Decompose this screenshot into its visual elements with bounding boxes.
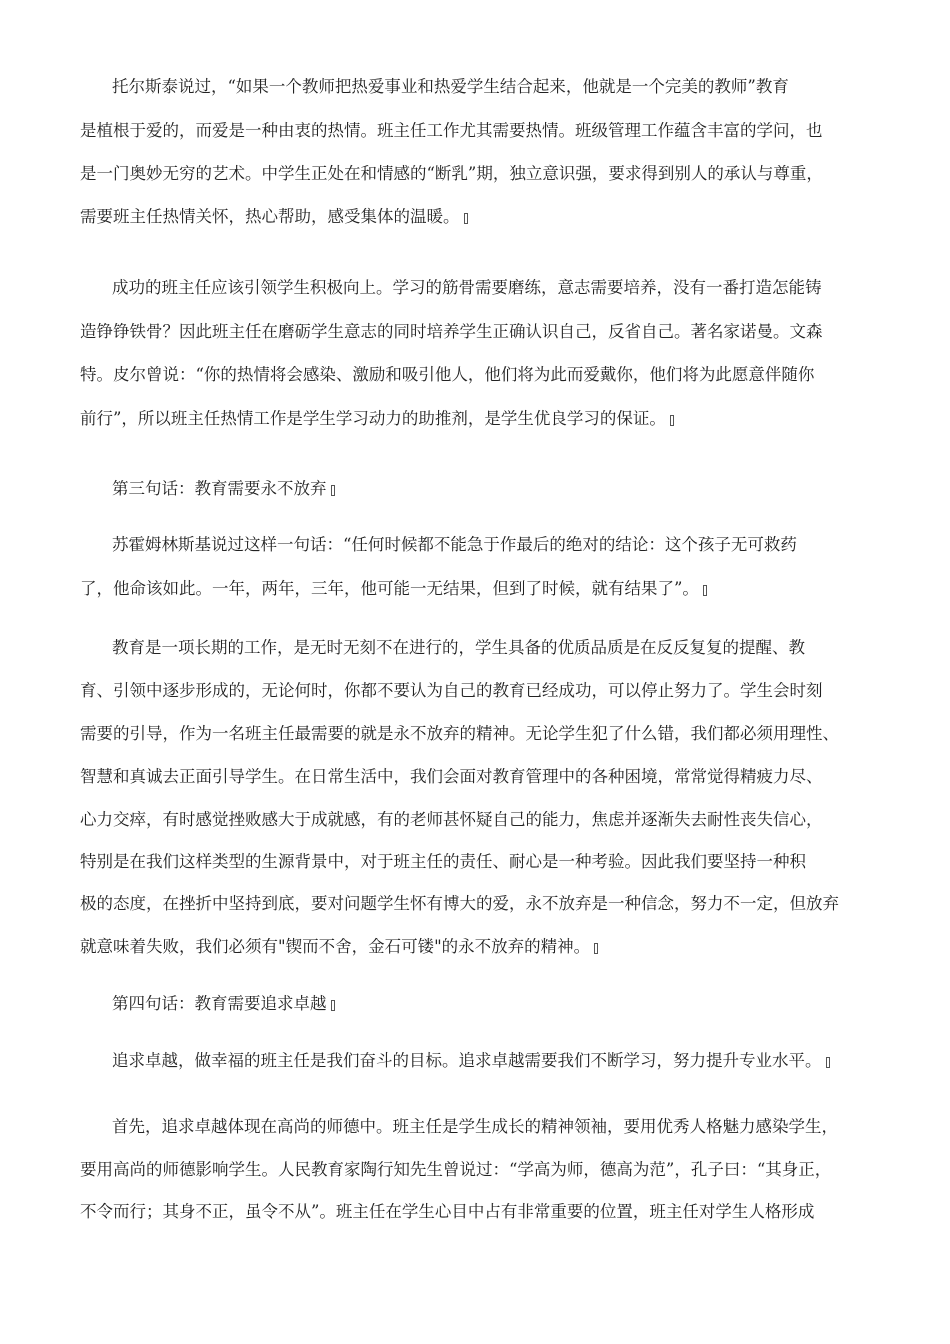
p3-line-2-text: 了，他命该如此。一年，两年，三年，他可能一无结果，但到了时候，就有结果了”。 bbox=[80, 579, 699, 598]
p1-line-4 bbox=[80, 206, 468, 228]
paragraph-mark-icon bbox=[331, 485, 335, 496]
p4-line-5: 心力交瘁，有时感觉挫败感大于成就感，有的老师甚怀疑自己的能力，焦虑并逐渐失去耐性丧失信心， bbox=[80, 810, 823, 829]
p1-line-4-text: 需要班主任热情关怀，热心帮助，感受集体的温暖。 bbox=[80, 207, 460, 226]
paragraph-mark-icon bbox=[670, 415, 674, 426]
p5-line-1-text: 追求卓越，做幸福的班主任是我们奋斗的目标。追求卓越需要我们不断学习，努力提升专业水平。 bbox=[112, 1051, 822, 1070]
paragraph-mark-icon bbox=[703, 585, 707, 596]
p4-line-7: 极的态度，在挫折中坚持到底，要对问题学生怀有博大的爱，永不放弃是一种信念，努力不一定，但放弃 bbox=[80, 894, 839, 913]
paragraph-mark-icon bbox=[331, 1000, 335, 1011]
p1-line-2: 是植根于爱的，而爱是一种由衷的热情。班主任工作尤其需要热情。班级管理工作蕴含丰富的学问，也 bbox=[80, 121, 823, 140]
p4-line-8 bbox=[80, 936, 598, 958]
p4-line-1: 教育是一项长期的工作，是无时无刻不在进行的，学生具备的优质品质是在反反复复的提醒、教 bbox=[112, 638, 805, 657]
paragraph-mark-icon bbox=[464, 213, 468, 224]
p6-line-3: 不令而行；其身不正，虽令不从”。班主任在学生心目中占有非常重要的位置，班主任对学生人格形成 bbox=[80, 1202, 815, 1221]
p4-line-4: 智慧和真诚去正面引导学生。在日常生活中，我们会面对教育管理中的各种困境，常常觉得精疲力尽、 bbox=[80, 767, 823, 786]
p2-line-2: 造铮铮铁骨？因此班主任在磨砺学生意志的同时培养学生正确认识自己，反省自己。著名家诺曼。文森 bbox=[80, 322, 823, 341]
p2-line-1: 成功的班主任应该引领学生积极向上。学习的筋骨需要磨练，意志需要培养，没有一番打造怎能铸 bbox=[112, 278, 822, 297]
p1-line-1: 托尔斯泰说过，“如果一个教师把热爱事业和热爱学生结合起来，他就是一个完美的教师”教育 bbox=[112, 77, 789, 96]
paragraph-mark-icon bbox=[594, 943, 598, 954]
p3-line-1: 苏霍姆林斯基说过这样一句话：“任何时候都不能急于作最后的绝对的结论：这个孩子无可救药 bbox=[112, 535, 797, 554]
p4-line-3: 需要的引导，作为一名班主任最需要的就是永不放弃的精神。无论学生犯了什么错，我们都必须用理性、 bbox=[80, 724, 839, 743]
p2-line-4-text: 前行”，所以班主任热情工作是学生学习动力的助推剂，是学生优良学习的保证。 bbox=[80, 409, 666, 428]
p4-line-2: 育、引领中逐步形成的，无论何时，你都不要认为自己的教育已经成功，可以停止努力了。学生会时刻 bbox=[80, 681, 823, 700]
p4-line-8-text: 就意味着失败，我们必须有"锲而不舍，金石可镂"的永不放弃的精神。 bbox=[80, 937, 591, 956]
section-heading-3 bbox=[112, 478, 335, 500]
p4-line-6: 特别是在我们这样类型的生源背景中，对于班主任的责任、耐心是一种考验。因此我们要坚持一种积 bbox=[80, 852, 806, 871]
section-heading-4 bbox=[112, 993, 335, 1015]
paragraph-mark-icon bbox=[826, 1057, 830, 1068]
p5-line-1 bbox=[112, 1050, 830, 1072]
p2-line-3: 特。皮尔曾说：“你的热情将会感染、激励和吸引他人，他们将为此而爱戴你，他们将为此愿意伴随你 bbox=[80, 365, 815, 384]
p2-line-4 bbox=[80, 408, 674, 430]
section-heading-4-text: 第四句话：教育需要追求卓越 bbox=[112, 994, 327, 1013]
section-heading-3-text: 第三句话：教育需要永不放弃 bbox=[112, 479, 327, 498]
p6-line-2: 要用高尚的师德影响学生。人民教育家陶行知先生曾说过：“学高为师，德高为范”，孔子曰：“其身正， bbox=[80, 1160, 832, 1179]
p1-line-3: 是一门奥妙无穷的艺术。中学生正处在和情感的“断乳”期，独立意识强，要求得到别人的承认与尊重， bbox=[80, 164, 823, 183]
p6-line-1: 首先，追求卓越体现在高尚的师德中。班主任是学生成长的精神领袖，要用优秀人格魅力感染学生， bbox=[112, 1117, 838, 1136]
p3-line-2 bbox=[80, 578, 707, 600]
